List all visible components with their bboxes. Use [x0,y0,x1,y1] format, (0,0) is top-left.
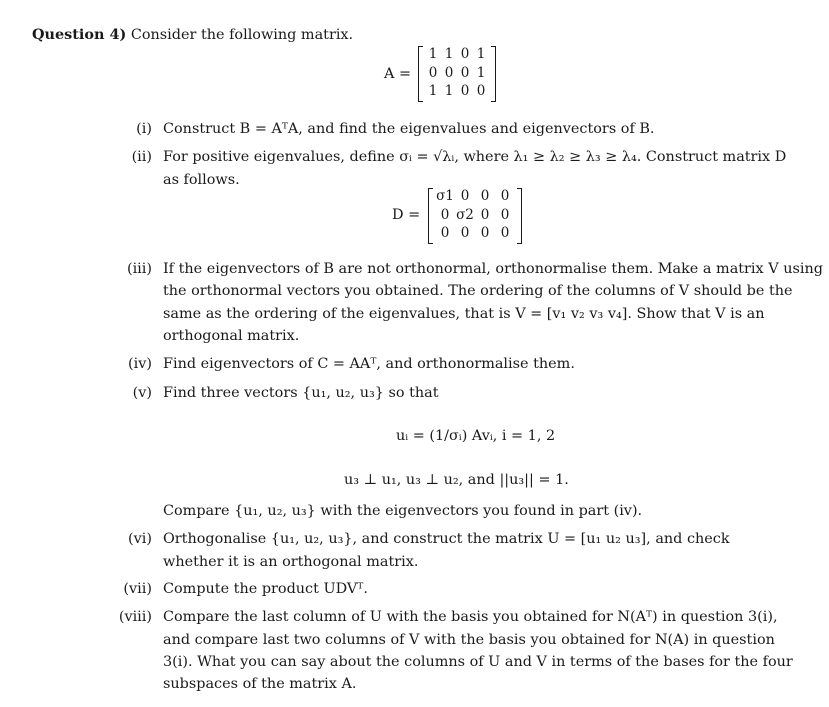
matrix-cell: 0 [460,225,470,242]
part-viii-number: (viii) [118,609,152,625]
part-v-number: (v) [132,385,152,401]
matrix-cell: 0 [460,64,470,81]
matrix-cell: 0 [500,188,510,204]
bracket-right [491,46,496,102]
part-v-compare: Compare {u₁, u₂, u₃} with the eigenvectors you found in part (iv). [163,503,643,519]
matrix-cell: 0 [480,188,490,204]
matrix-a-name: A = [384,66,412,82]
matrix-cell: 1 [444,83,454,100]
part-iii-line3: same as the ordering of the eigenvalues, that is V = [v₁ v₂ v₃ v₄]. Show that V is an [163,306,765,322]
matrix-cell: 0 [440,206,450,223]
matrix-cell: 0 [500,225,510,242]
matrix-cell: 1 [476,46,486,62]
part-viii-line1: Compare the last column of U with the basis you obtained for N(Aᵀ) in question 3(i), [163,609,778,625]
matrix-cell: 1 [428,46,438,62]
part-i-text: Construct B = AᵀA, and find the eigenvalues and eigenvectors of B. [163,121,655,137]
matrix-cell: 0 [460,83,470,100]
part-vii-number: (vii) [123,581,152,597]
part-viii-line4: subspaces of the matrix A. [163,676,357,692]
matrix-a [418,46,496,102]
part-v-equation-1: uᵢ = (1/σᵢ) Avᵢ, i = 1, 2 [396,428,556,444]
matrix-cell: 0 [460,188,470,204]
part-iii-line2: the orthonormal vectors you obtained. The ordering of the columns of V should be the [163,283,793,299]
part-vi-number: (vi) [128,531,152,547]
matrix-d-name: D = [392,207,421,223]
matrix-cell: 0 [480,225,490,242]
matrix-cell: 0 [444,64,454,81]
part-iii-line4: orthogonal matrix. [163,328,300,344]
matrix-cell: σ1 [436,188,454,204]
part-vi-line1: Orthogonalise {u₁, u₂, u₃}, and construct the matrix U = [u₁ u₂ u₃], and check [163,531,730,547]
part-v-text: Find three vectors {u₁, u₂, u₃} so that [163,385,439,401]
matrix-grid [423,46,491,102]
bracket-right [517,188,522,244]
part-iv-text: Find eigenvectors of C = AAᵀ, and orthonormalise them. [163,356,575,372]
matrix-cell: 1 [428,83,438,100]
part-vi-line2: whether it is an orthogonal matrix. [163,554,419,570]
part-vii-text: Compute the product UDVᵀ. [163,581,368,597]
part-iii-line1: If the eigenvectors of B are not orthonormal, orthonormalise them. Make a matrix V using [163,261,823,277]
matrix-grid [433,188,517,244]
matrix-cell: 0 [480,206,490,223]
matrix-cell: σ2 [456,206,474,223]
matrix-cell: 1 [444,46,454,62]
matrix-cell: 0 [428,64,438,81]
part-iii-number: (iii) [126,261,152,277]
part-viii-line3: 3(i). What you can say about the columns of U and V in terms of the bases for the four [163,654,793,670]
matrix-cell: 0 [460,46,470,62]
part-ii-number: (ii) [131,149,152,165]
matrix-d [428,188,522,244]
matrix-cell: 0 [476,83,486,100]
matrix-cell: 0 [500,206,510,223]
part-ii-line2: as follows. [163,172,240,188]
part-v-equation-2: u₃ ⊥ u₁, u₃ ⊥ u₂, and ||u₃|| = 1. [344,472,569,488]
part-iv-number: (iv) [128,356,152,372]
question-label: Question 4) [32,26,127,43]
part-i-number: (i) [136,121,152,137]
part-viii-line2: and compare last two columns of V with the basis you obtained for N(A) in question [163,632,775,648]
part-ii-line1: For positive eigenvalues, define σᵢ = √λᵢ, where λ₁ ≥ λ₂ ≥ λ₃ ≥ λ₄. Construct matrix D [163,149,787,165]
question-intro: Consider the following matrix. [130,27,354,43]
matrix-cell: 1 [476,64,486,81]
question-header [32,26,353,43]
matrix-cell: 0 [440,225,450,242]
